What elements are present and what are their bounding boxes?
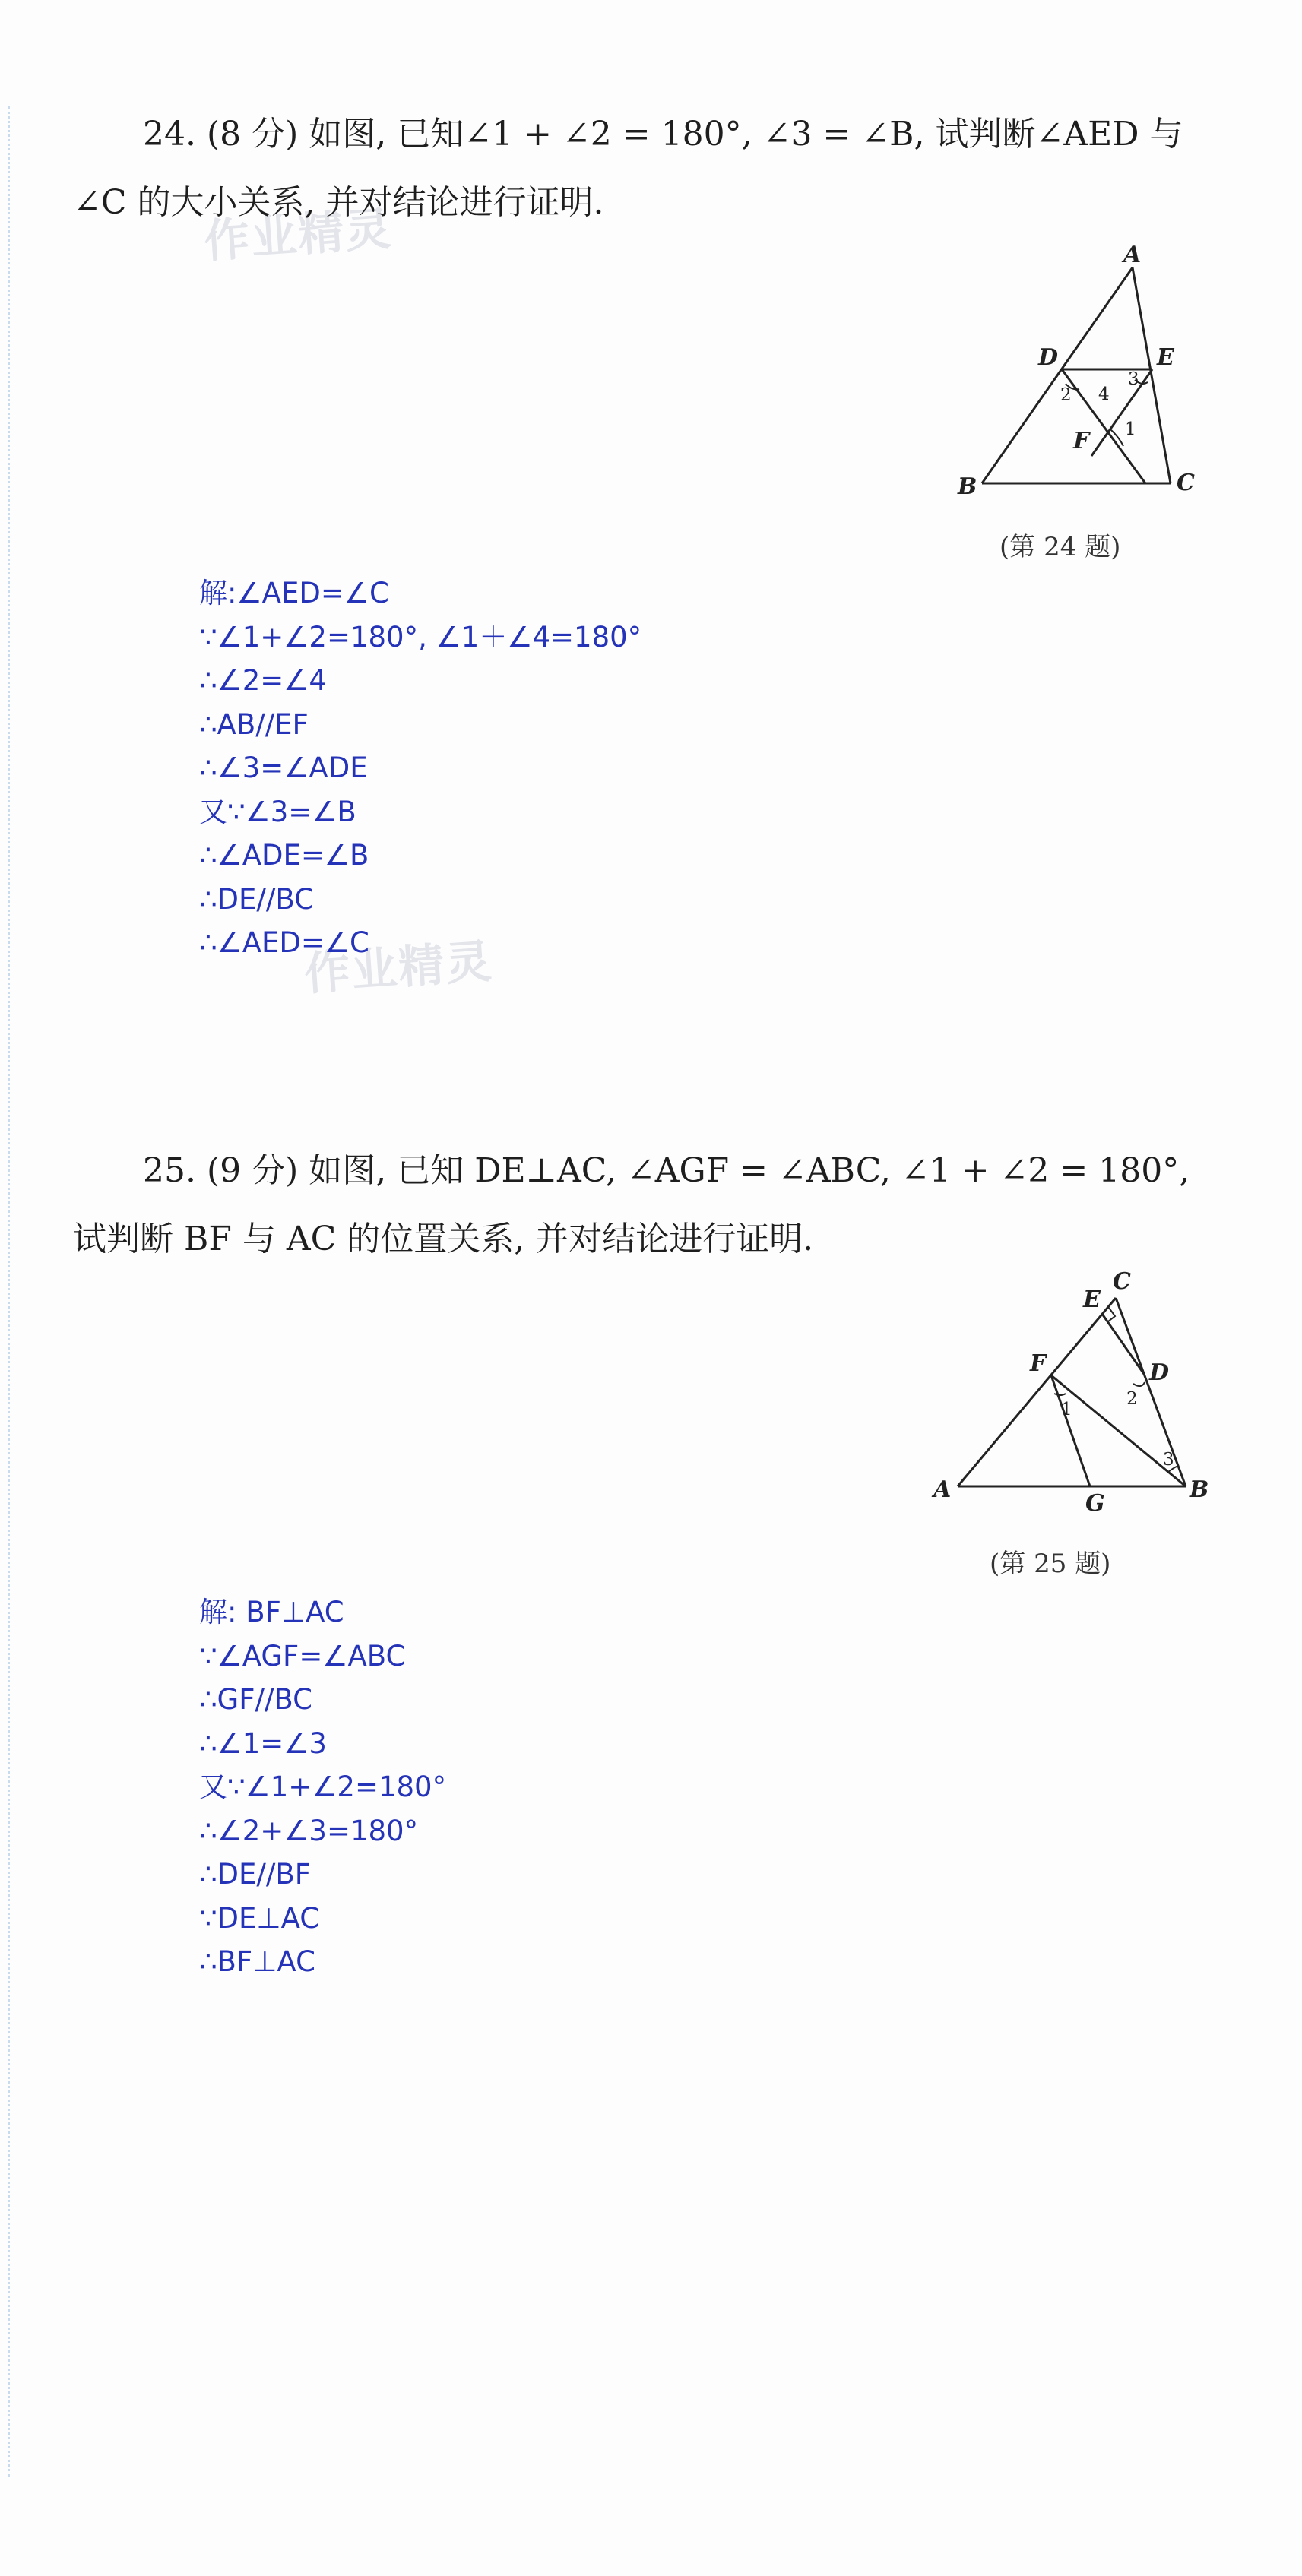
solution-line: ∵∠1+∠2=180°, ∠1＋∠4=180° <box>199 620 642 653</box>
solution-line: ∴∠ADE=∠B <box>199 839 369 872</box>
solution-line: ∴∠1=∠3 <box>199 1726 327 1760</box>
page-edge-decoration <box>8 106 21 2477</box>
angle-2-label: 2 <box>1060 385 1072 405</box>
problem-25-solution <box>199 1590 883 1984</box>
point-D-label: D <box>1149 1359 1170 1386</box>
solution-line: ∴BF⊥AC <box>199 1945 315 1978</box>
solution-line: ∵∠AGF=∠ABC <box>199 1639 406 1673</box>
solution-line: ∴DE//BF <box>199 1858 312 1891</box>
solution-line: ∴AB//EF <box>199 707 309 741</box>
problem-24-solution <box>199 571 883 965</box>
problem-25-figure <box>912 1269 1231 1520</box>
point-F-label: F <box>1073 428 1090 454</box>
solution-line: ∴∠2+∠3=180° <box>199 1814 419 1847</box>
solution-line: ∴∠AED=∠C <box>199 926 369 959</box>
solution-line: 又∵∠1+∠2=180° <box>199 1771 447 1803</box>
watermark: 作业精灵 <box>202 202 394 269</box>
segment-AB <box>982 267 1133 483</box>
point-C-label: C <box>1113 1269 1131 1295</box>
point-E-label: E <box>1083 1286 1101 1313</box>
point-B-label: B <box>958 473 977 500</box>
problem-24-caption: (第 24 题) <box>999 532 1121 562</box>
point-A-label: A <box>933 1476 952 1503</box>
angle-1-label: 1 <box>1125 419 1136 439</box>
point-B-label: B <box>1190 1476 1209 1503</box>
angle-3-label: 3 <box>1128 369 1139 389</box>
angle-2-arc <box>1133 1382 1145 1386</box>
angle-4-label: 4 <box>1098 385 1110 404</box>
angle-1-arc <box>1054 1394 1066 1395</box>
solution-line: ∵DE⊥AC <box>199 1901 320 1935</box>
problem-24-text: 24. (8 分) 如图, 已知∠1 + ∠2 = 180°, ∠3 = ∠B, 试判断∠AED 与∠C 的大小关系, 并对结论进行证明. <box>73 115 1183 222</box>
problem-24-figure <box>942 228 1231 509</box>
problem-25-caption: (第 25 题) <box>990 1549 1111 1579</box>
angle-1-label: 1 <box>1061 1400 1072 1419</box>
segment-AC <box>958 1298 1116 1486</box>
solution-line: 解: BF⊥AC <box>199 1596 344 1628</box>
angle-2-label: 2 <box>1126 1389 1138 1409</box>
watermark: 作业精灵 <box>303 935 495 1002</box>
angle-3-label: 3 <box>1163 1450 1174 1470</box>
point-E-label: E <box>1157 344 1174 371</box>
right-angle-mark-E <box>1108 1308 1115 1321</box>
solution-line: ∴DE//BC <box>199 882 314 916</box>
point-D-label: D <box>1038 344 1059 371</box>
point-C-label: C <box>1177 470 1195 496</box>
solution-line: ∴GF//BC <box>199 1683 312 1716</box>
solution-line: 解:∠AED=∠C <box>199 577 389 609</box>
solution-line: ∴∠2=∠4 <box>199 664 327 697</box>
solution-line: ∴∠3=∠ADE <box>199 752 368 784</box>
point-F-label: F <box>1030 1350 1047 1377</box>
point-G-label: G <box>1085 1490 1105 1517</box>
segment-ED <box>1102 1314 1144 1374</box>
point-A-label: A <box>1123 242 1142 268</box>
problem-25-text: 25. (9 分) 如图, 已知 DE⊥AC, ∠AGF = ∠ABC, ∠1 + ∠2 = 180°, 试判断 BF 与 AC 的位置关系, 并对结论进行证明. <box>73 1151 1190 1258</box>
solution-line: 又∵∠3=∠B <box>199 795 356 828</box>
